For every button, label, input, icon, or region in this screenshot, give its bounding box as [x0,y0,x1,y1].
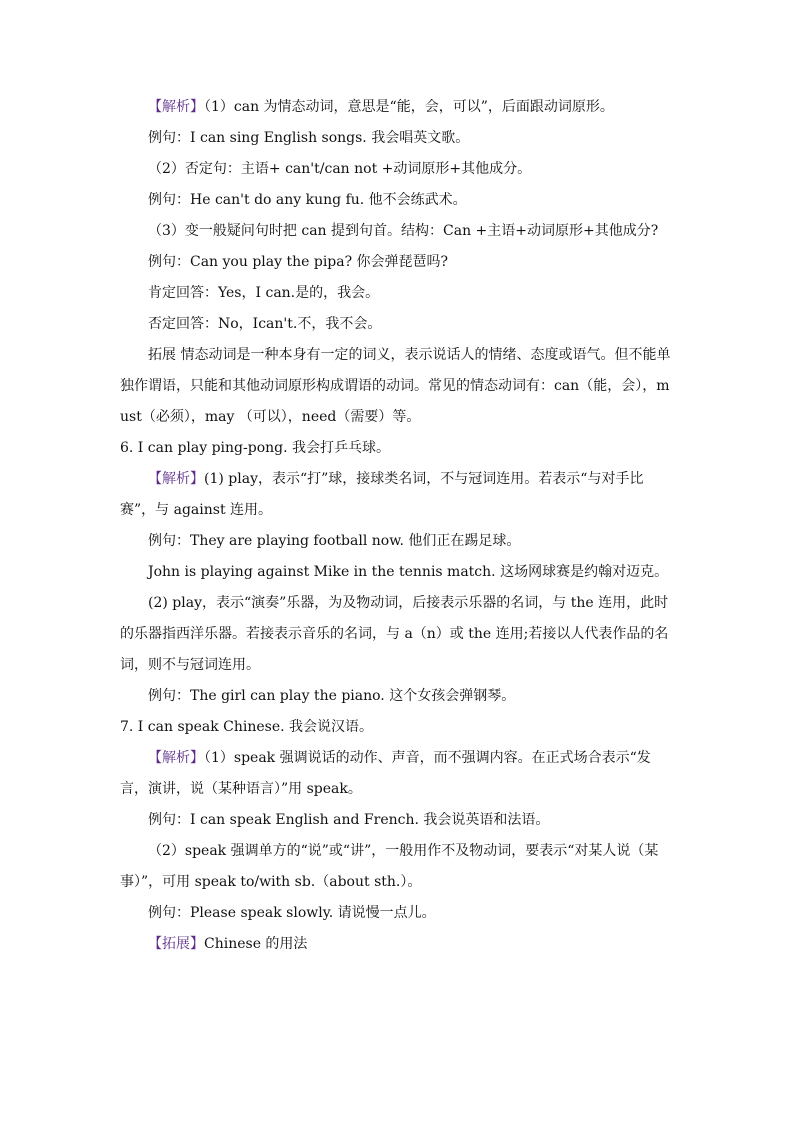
paragraph [120,526,676,557]
paragraph [120,92,676,123]
paragraph-text: 例句：I can sing English songs. 我会唱英文歌。 [148,130,470,146]
paragraph [120,340,676,433]
paragraph [120,805,676,836]
paragraph-text: （1）speak 强调说话的动作、声音，而不强调内容。在正式场合表示“发言，演讲，说（某种语言）”用 speak。 [120,750,651,797]
paragraph [120,185,676,216]
paragraph-text: 拓展 情态动词是一种本身有一定的词义，表示说话人的情绪、态度或语气。但不能单独作谓语，只能和其他动词原形构成谓语的动词。常见的情态动词有：can（能，会），must（必须），may （可以），need（需要）等。 [120,347,671,425]
paragraph-text: 例句：Please speak slowly. 请说慢一点儿。 [148,905,436,921]
paragraph-text: 例句：The girl can play the piano. 这个女孩会弹钢琴。 [148,688,516,704]
paragraph-text: 例句：He can't do any kung fu. 他不会练武术。 [148,192,467,208]
paragraph [120,123,676,154]
paragraph [120,154,676,185]
section-heading [120,433,676,464]
paragraph-text: 7. I can speak Chinese. 我会说汉语。 [120,719,374,735]
paragraph [120,557,676,588]
paragraph-text: (1) play，表示“打”球，接球类名词，不与冠词连用。若表示“与对手比赛”，与 against 连用。 [120,471,644,518]
paragraph [120,898,676,929]
label-tag: 【解析】 [148,99,204,115]
paragraph-text: （2）speak 强调单方的“说”或“讲”，一般用作不及物动词，要表示“对某人说（某事）”，可用 speak to/with sb.（about sth.）。 [120,843,659,890]
paragraph-text: （3）变一般疑问句时把 can 提到句首。结构：Can +主语+动词原形+其他成分? [148,223,659,239]
paragraph [120,743,676,805]
paragraph-text: 肯定回答：Yes，I can.是的，我会。 [148,285,380,301]
paragraph [120,464,676,526]
paragraph-text: 例句：Can you play the pipa? 你会弹琵琶吗? [148,254,449,270]
section-heading [120,712,676,743]
paragraph-text: Chinese 的用法 [204,936,308,952]
label-tag: 【解析】 [148,750,204,766]
paragraph [120,588,676,681]
label-tag: 【解析】 [148,471,204,487]
paragraph [120,929,676,960]
label-tag: 【拓展】 [148,936,204,952]
paragraph-text: John is playing against Mike in the tennis match. 这场网球赛是约翰对迈克。 [148,564,669,580]
paragraph-text: 6. I can play ping-pong. 我会打乒乓球。 [120,440,391,456]
paragraph [120,681,676,712]
paragraph-text: 否定回答：No，Ican't.不，我不会。 [148,316,382,332]
document-body [120,92,676,960]
paragraph-text: 例句：I can speak English and French. 我会说英语和法语。 [148,812,550,828]
paragraph-text: （2）否定句：主语+ can't/can not +动词原形+其他成分。 [148,161,532,177]
paragraph [120,216,676,247]
paragraph [120,309,676,340]
paragraph-text: （1）can 为情态动词，意思是“能，会，可以”，后面跟动词原形。 [204,99,614,115]
paragraph-text: 例句：They are playing football now. 他们正在踢足球。 [148,533,521,549]
paragraph [120,836,676,898]
paragraph [120,247,676,278]
paragraph-text: (2) play，表示“演奏”乐器，为及物动词，后接表示乐器的名词，与 the 连用，此时的乐器指西洋乐器。若接表示音乐的名词，与 a（n）或 the 连用;若接以人代表作品的名词，则不与冠词连用。 [120,595,669,673]
paragraph [120,278,676,309]
